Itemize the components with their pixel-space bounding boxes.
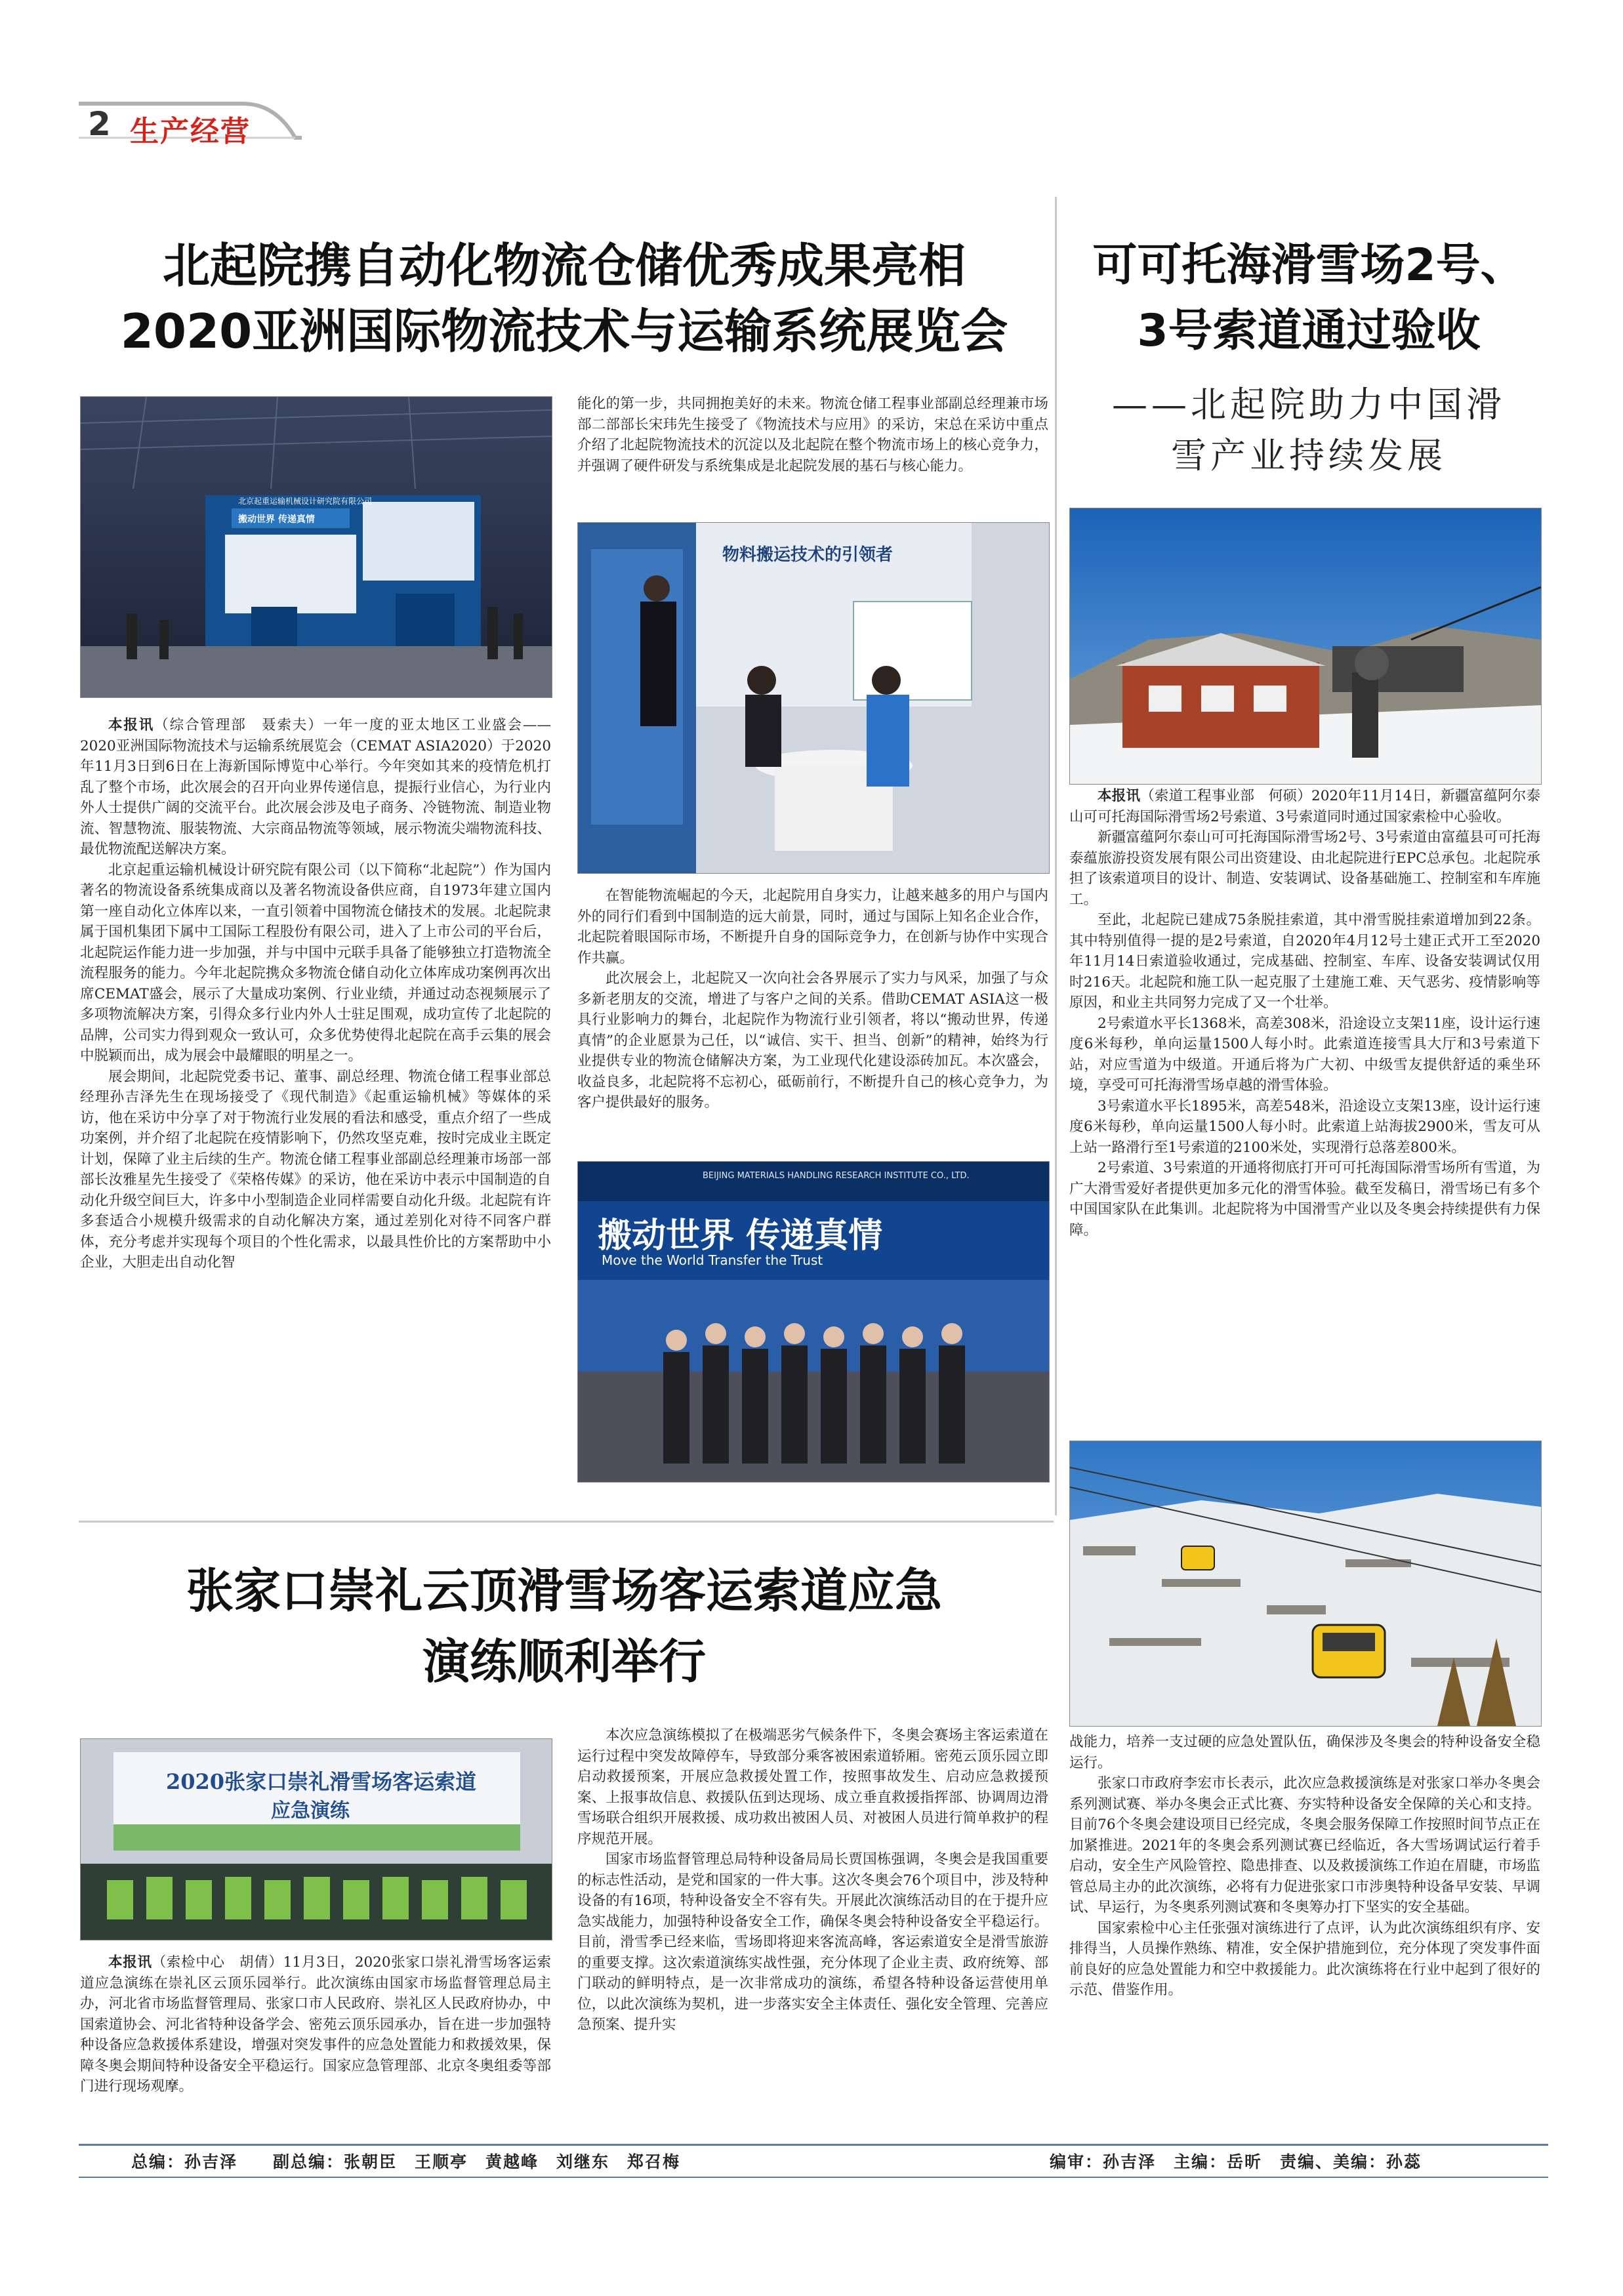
article-2-paragraph-1: 2020年11月14日，新疆富蕴阿尔泰山可可托海国际滑雪场2号索道、3号索道同时通过国家索检中心验收。 xyxy=(1069,788,1540,825)
article-1-lead xyxy=(80,715,551,860)
group-banner-institute: BEIJING MATERIALS HANDLING RESEARCH INSTITUTE CO., LTD. xyxy=(703,1171,970,1181)
article-2-title-line-1: 可可托海滑雪场2号、 xyxy=(1092,239,1525,291)
article-3-paragraph-4: 战能力，培养一支过硬的应急处置队伍，确保涉及冬奥会的特种设备安全稳运行。 xyxy=(1069,1734,1540,1771)
footer-editors-right: 编审：孙吉泽 主编：岳昕 责编、美编：孙蕊 xyxy=(1050,2152,1422,2171)
article-3-lead xyxy=(80,1952,551,2097)
article-3-paragraph-1: 11月3日，2020张家口崇礼滑雪场客运索道应急演练在崇礼区云顶乐园举行。此次演练由国家市场监督管理总局主办，河北省市场监督管理局、张家口市人民政府、崇礼区人民政府协办，中国索道协会、河北省特种设备学会、密苑云顶乐园承办，旨在进一步加强特种设备应急救援体系建设，增强对突发事件的应急处置能力和救援效果，保障冬奥会期间特种设备安全平稳运行。国家应急管理部、北京冬奥组委等部门进行现场观摩。 xyxy=(80,1954,551,2095)
article-2-paragraph-3: 至此，北起院已建成75条脱挂索道，其中滑雪脱挂索道增加到22条。其中特别值得一提的是2号索道，自2020年4月12号土建正式开工至2020年11月14日索道验收通过，完成基础、控制室、车库、设备安装调试仅用时216天。北起院和施工队一起克服了土建施工难、天气恶劣、疫情影响等原因，和业主共同努力完成了又一个壮举。 xyxy=(1069,912,1540,1011)
article-3-title-line-2: 演练顺利举行 xyxy=(422,1634,706,1689)
footer-rule-bottom xyxy=(79,2177,1548,2178)
gondola-photo xyxy=(1069,1441,1542,1727)
drill-banner-line-2: 应急演练 xyxy=(271,1799,350,1822)
article-3-title-line-1: 张家口崇礼云顶滑雪场客运索道应急 xyxy=(186,1563,942,1618)
article-2-lead xyxy=(1069,786,1540,827)
ski-station-photo xyxy=(1069,508,1542,785)
lead-source: （索检中心 胡倩） xyxy=(152,1954,283,1971)
article-1-paragraph-3: 展会期间，北起院党委书记、董事、副总经理、物流仓储工程事业部总经理孙吉泽先生在现场接受了《现代制造》《起重运输机械》等媒体的采访，他在采访中分享了对于物流行业发展的看法和感受，重点介绍了一些成功案例，并介绍了北起院在疫情影响下，仍然攻坚克难，按时完成业主既定计划，保障了业主后续的生产。物流仓储工程事业部副总经理兼市场部一部部长汝雅星先生接受了《荣格传媒》的采访，他在采访中表示中国制造的自动化升级空间巨大，许多中小型制造企业同样需要自动化升级。北起院有许多套适合小规模升级需求的自动化解决方案，通过差别化对待不同客户群体，充分考虑并实现每个项目的个性化需求，以最具性价比的方案帮助中小企业，大胆走出自动化智 xyxy=(80,1068,551,1271)
drill-stage-photo xyxy=(80,1738,552,1940)
article-1-paragraph-5: 在智能物流崛起的今天，北起院用自身实力，让越来越多的用户与国内外的同行们看到中国制造的远大前景，同时，通过与国际上知名企业合作，北起院着眼国际市场，不断提升自身的国际竞争力，在创新与协作中实现合作共赢。 xyxy=(577,888,1048,966)
lead-source: （综合管理部 聂索夫） xyxy=(154,717,323,733)
lead-source: （索道工程事业部 何硕） xyxy=(1140,788,1312,804)
article-2-title-line-2: 3号索道通过验收 xyxy=(1137,305,1481,357)
page-number: 2 xyxy=(88,105,111,143)
expo-booth-photo xyxy=(80,396,552,698)
booth-sign-slogan: 搬动世界 传递真情 xyxy=(238,514,315,525)
interview-photo xyxy=(577,522,1050,874)
group-photo xyxy=(577,1161,1050,1483)
article-2-body xyxy=(1069,786,1540,1240)
article-1-paragraph-4: 能化的第一步，共同拥抱美好的未来。物流仓储工程事业部副总经理兼市场部二部部长宋玮先生接受了《物流技术与应用》的采访，宋总在采访中重点介绍了北起院物流技术的沉淀以及北起院在整个物流市场上的核心竞争力，并强调了硬件研发与系统集成是北起院发展的基石与核心能力。 xyxy=(577,396,1048,474)
article-3-column-3 xyxy=(1069,1732,1540,2001)
article-3-paragraph-3: 国家市场监督管理总局特种设备局局长贾国栋强调，冬奥会是我国重要的标志性活动，是党和国家的一件大事。这次冬奥会76个项目中，涉及特种设备的有16项，特种设备安全不容有失。开展此次演练活动目的在于提升应急实战能力，加强特种设备安全工作，确保冬奥会特种设备安全平稳运行。目前，滑雪季已经来临，雪场即将迎来客流高峰，客运索道安全是滑雪旅游的重要支撑。这次索道演练实战性强，充分体现了企业主责、政府统筹、部门联动的鲜明特点，是一次非常成功的演练，希望各特种设备运营使用单位，以此次演练为契机，进一步落实安全主体责任、强化安全管理、完善应急预案、提升实 xyxy=(577,1851,1048,2033)
group-banner-main: 搬动世界 传递真情 xyxy=(598,1216,883,1256)
article-2-paragraph-4: 2号索道水平长1368米，高差308米，沿途设立支架11座，设计运行速度6米每秒，单向运量1500人每小时。此索道连接雪具大厅和3号索道下站，对应雪道为中级道。开通后将为广大初、中级雪友提供舒适的乘坐环境，享受可可托海滑雪场卓越的滑雪体验。 xyxy=(1069,1015,1540,1094)
article-1-paragraph-2: 北京起重运输机械设计研究院有限公司（以下简称“北起院”）作为国内著名的物流设备系统集成商以及著名物流设备供应商，自1973年建立国内第一座自动化立体库以来，一直引领着中国物流仓储技术的发展。北起院隶属于国机集团下属中工国际工程股份有限公司，进入了上市公司的平台后，北起院运作能力进一步加强，并与中国中元联手具备了能够独立打造物流全流程服务的能力。今年北起院携众多物流仓储自动化立体库成功案例再次出席CEMAT盛会，展示了大量成功案例、行业业绩，并通过动态视频展示了多项物流解决方案，引得众多行业内外人士驻足围观，成功宣传了北起院的品牌，公司实力得到观众一致认可，众多优势使得北起院在高手云集的展会中脱颖而出，成为展会中最耀眼的明星之一。 xyxy=(80,861,551,1064)
article-1-column-2-mid xyxy=(577,886,1048,1113)
lead-tag: 本报讯 xyxy=(108,1954,152,1971)
article-2-paragraph-6: 2号索道、3号索道的开通将彻底打开可可托海国际滑雪场所有雪道，为广大滑雪爱好者提供更加多元化的滑雪体验。截至发稿日，滑雪场已有多个中国国家队在此集训。北起院将为中国滑雪产业以及冬奥会持续提供有力保障。 xyxy=(1069,1160,1540,1239)
footer-rule-top xyxy=(79,2144,1548,2146)
article-1-paragraph-1: 一年一度的亚太地区工业盛会——2020亚洲国际物流技术与运输系统展览会（CEMAT ASIA2020）于2020年11月3日到6日在上海新国际博览中心举行。今年突如其来的疫情危机打乱了整个市场，此次展会的召开向业界传递信息，提振行业信心，为行业内外人士提供广阔的交流平台。此次展会涉及电子商务、冷链物流、制造业物流、智慧物流、服装物流、大宗商品物流等领域，展示物流尖端物流科技、最优物流配送解决方案。 xyxy=(80,717,551,857)
article-1-column-2-top xyxy=(577,394,1048,476)
article-1-column-1 xyxy=(80,715,551,1273)
article-2-subtitle-line-2: 雪产业持续发展 xyxy=(1171,435,1447,476)
footer-editors-left: 总编：孙吉泽 副总编：张朝臣 王顺亭 黄越峰 刘继东 郑召梅 xyxy=(131,2152,681,2171)
interview-sign: 物料搬运技术的引领者 xyxy=(722,545,894,565)
column-divider-top xyxy=(1055,197,1057,1515)
page-header xyxy=(79,98,328,148)
article-3-paragraph-6: 国家索检中心主任张强对演练进行了点评，认为此次演练组织有序、安排得当，人员操作熟练、精准，安全保护措施到位，充分体现了突发事件面前良好的应急处置能力和空中救援能力。此次演练将在行业中起到了很好的示范、借鉴作用。 xyxy=(1069,1919,1540,1998)
article-3-column-1 xyxy=(80,1952,551,2097)
article-2-paragraph-2: 新疆富蕴阿尔泰山可可托海国际滑雪场2号、3号索道由富蕴县可可托海泰蕴旅游投资发展有限公司出资建设、由北起院进行EPC总承包。北起院承担了该索道项目的设计、制造、安装调试、设备基础施工、控制室和车库施工。 xyxy=(1069,829,1540,908)
article-2-subtitle-line-1: ——北起院助力中国滑 xyxy=(1112,384,1506,425)
article-1-paragraph-6: 此次展会上，北起院又一次向社会各界展示了实力与风采，加强了与众多新老朋友的交流，增进了与客户之间的关系。借助CEMAT ASIA这一极具行业影响力的舞台，北起院作为物流行业引领者，将以“搬动世界，传递真情”的企业愿景为己任，以“诚信、实干、担当、创新”的精神，始终为行业提供专业的物流仓储解决方案，为工业现代化建设添砖加瓦。本次盛会，收益良多，北起院将不忘初心，砥砺前行，不断提升自己的核心竞争力，为客户提供最好的服务。 xyxy=(577,970,1048,1111)
article-3-column-2 xyxy=(577,1725,1048,2036)
article-1-title-line-2: 2020亚洲国际物流技术与运输系统展览会 xyxy=(120,304,1008,359)
drill-banner-line-1: 2020张家口崇礼滑雪场客运索道 xyxy=(166,1769,477,1794)
article-3-paragraph-2: 本次应急演练模拟了在极端恶劣气候条件下，冬奥会赛场主客运索道在运行过程中突发故障停车，导致部分乘客被困索道轿厢。密苑云顶乐园立即启动救援预案，开展应急救援处置工作，按照事故发生、启动应急救援预案、上报事故信息、救援队伍到达现场、成立垂直救援指挥部、协调周边滑雪场联合组织开展救援、成功救出被困人员、对被困人员进行简单救护的程序规范开展。 xyxy=(577,1727,1048,1847)
article-2-paragraph-5: 3号索道水平长1895米，高差548米，沿途设立支架13座，设计运行速度6米每秒，单向运量1500人每小时。此索道上站海拔2900米，雪友可从上站一路滑行至1号索道的2100米处，实现滑行总落差800米。 xyxy=(1069,1097,1540,1156)
section-title: 生产经营 xyxy=(130,115,251,148)
group-banner-english: Move the World Transfer the Trust xyxy=(602,1252,823,1268)
article-3-paragraph-5: 张家口市政府李宏市长表示，此次应急救援演练是对张家口举办冬奥会系列测试赛、举办冬奥会正式比赛、夯实特种设备安全保障的关心和支持。目前76个冬奥会建设项目已经完成，冬奥会服务保障工作按照时间节点正在加紧推进。2021年的冬奥会系列测试赛已经临近，各大雪场调试运行着手启动，安全生产风险管控、隐患排查、以及救援演练工作迫在眉睫，市场监管总局主办的此次演练，必将有力促进张家口市涉奥特种设备早安装、早调试、早运行，为冬奥系列测试赛和冬奥筹办打下坚实的安全基础。 xyxy=(1069,1775,1540,1916)
article-1-title-line-1: 北起院携自动化物流仓储优秀成果亮相 xyxy=(162,238,966,293)
booth-sign-company: 北京起重运输机械设计研究院有限公司 xyxy=(238,497,373,506)
lead-tag: 本报讯 xyxy=(1098,788,1141,804)
lead-tag: 本报讯 xyxy=(108,717,155,733)
